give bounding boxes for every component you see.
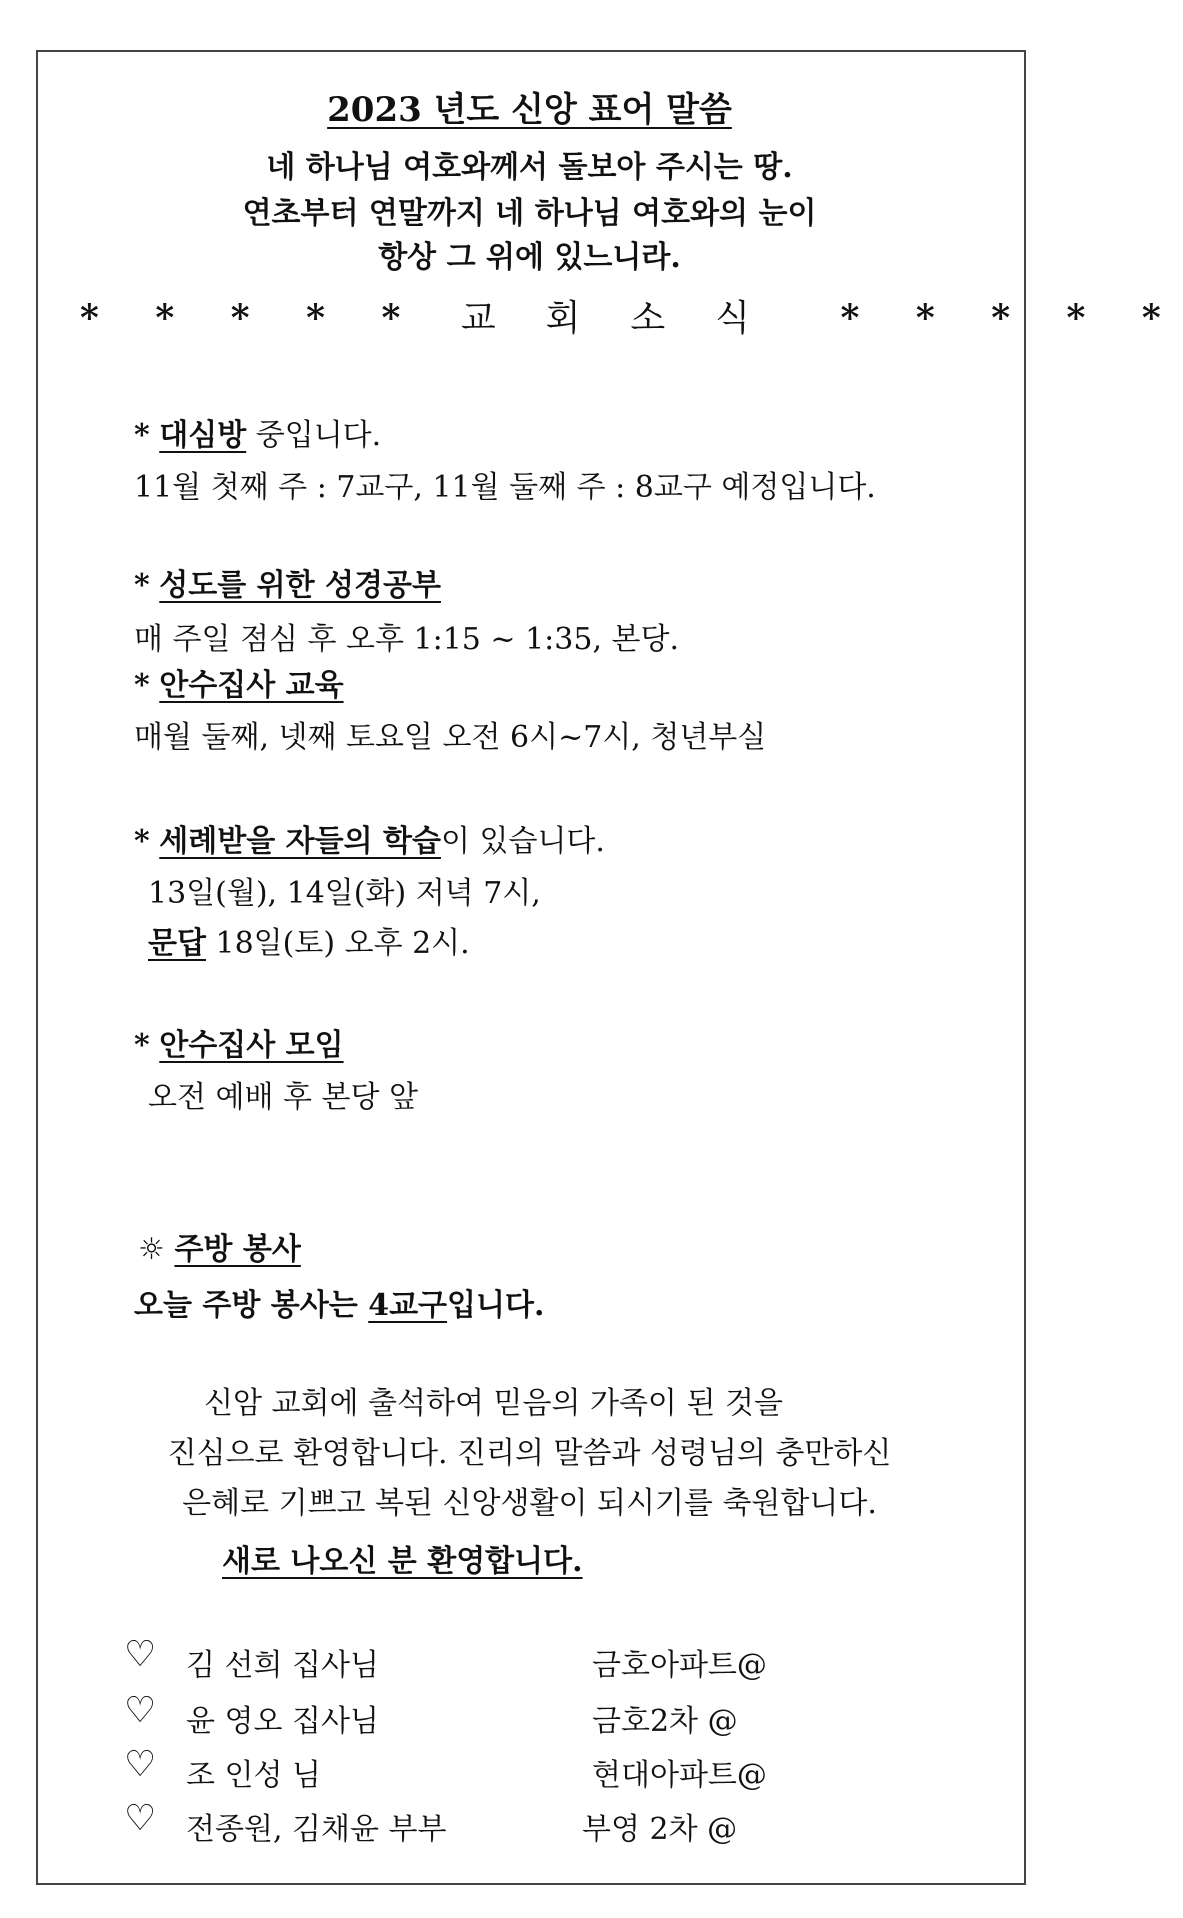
bullet: * [134,668,150,703]
bullet: * [134,1028,150,1063]
church-news-header [80,290,1183,341]
item-kitchen-rest: 입니다. [447,1288,545,1323]
welcome-line-3: 은혜로 기쁘고 복된 신앙생활이 되시기를 축원합니다. [182,1486,877,1521]
item-deacon-edu-head: 안수집사 교육 [159,668,344,703]
member-name: 윤 영오 집사님 [186,1704,379,1739]
verse-line-2: 연초부터 연말까지 네 하나님 여호와의 눈이 [242,196,817,231]
item-baptism-interview [148,918,470,962]
heart-icon: ♡ [124,1744,157,1785]
item-deacon-meet-head: 안수집사 모임 [159,1028,344,1063]
member-address: 금호아파트@ [592,1648,767,1683]
item-baptism-rest: 이 있습니다. [440,824,605,859]
welcome-line-1: 신암 교회에 출석하여 믿음의 가족이 된 것을 [204,1386,783,1421]
item-deacon-meet-heading [134,1020,344,1064]
item-visit-rest: 중입니다. [246,418,382,453]
item-baptism-heading [134,816,605,860]
member-address: 금호2차 @ [592,1704,738,1739]
item-kitchen-detail [134,1280,544,1324]
item-baptism-head: 세례받을 자들의 학습 [159,824,441,859]
item-bible-detail: 매 주일 점심 후 오후 1:15 ~ 1:35, 본당. [134,622,680,657]
item-kitchen-head: 주방 봉사 [174,1232,301,1267]
heart-icon: ♡ [124,1798,157,1839]
stars-left: * * * * * [80,297,423,339]
item-deacon-meet-detail: 오전 예배 후 본당 앞 [148,1080,418,1115]
item-deacon-edu-detail: 매월 둘째, 넷째 토요일 오전 6시~7시, 청년부실 [134,720,767,755]
item-deacon-edu-heading [134,660,344,704]
welcome-line-2: 진심으로 환영합니다. 진리의 말씀과 성령님의 충만하신 [167,1436,892,1471]
item-visit-head: 대심방 [159,418,247,453]
item-kitchen-pre: 오늘 주방 봉사는 [134,1288,369,1323]
item-baptism-interview-rest: 18일(토) 오후 2시. [205,926,470,961]
member-name: 전종원, 김채윤 부부 [186,1812,447,1847]
bullet: * [134,824,150,859]
item-visit-heading [134,410,381,454]
item-visit-detail: 11월 첫째 주 : 7교구, 11월 둘째 주 : 8교구 예정입니다. [134,470,876,505]
heart-icon: ♡ [124,1634,157,1675]
welcome-title: 새로 나오신 분 환영합니다. [222,1544,583,1579]
member-address: 부영 2차 @ [582,1812,738,1847]
member-name: 조 인성 님 [186,1758,321,1793]
bullet: * [134,418,150,453]
item-kitchen-district: 4교구 [368,1288,448,1323]
verse-line-3: 항상 그 위에 있느니라. [378,240,681,275]
church-news-label: 교회소식 [460,298,800,339]
member-name: 김 선희 집사님 [186,1648,379,1683]
item-kitchen-heading [138,1224,301,1268]
item-bible-heading [134,560,441,604]
item-baptism-interview-head: 문답 [148,926,206,961]
item-bible-head: 성도를 위한 성경공부 [159,568,441,603]
sun-icon: ☼ [138,1232,165,1267]
bullet: * [134,568,150,603]
member-address: 현대아파트@ [592,1758,767,1793]
page-title: 2023 년도 신앙 표어 말씀 [327,90,732,130]
verse-line-1: 네 하나님 여호와께서 돌보아 주시는 땅. [266,150,793,185]
stars-right: * * * * * [840,297,1183,339]
item-baptism-detail: 13일(월), 14일(화) 저녁 7시, [148,876,541,911]
heart-icon: ♡ [124,1690,157,1731]
